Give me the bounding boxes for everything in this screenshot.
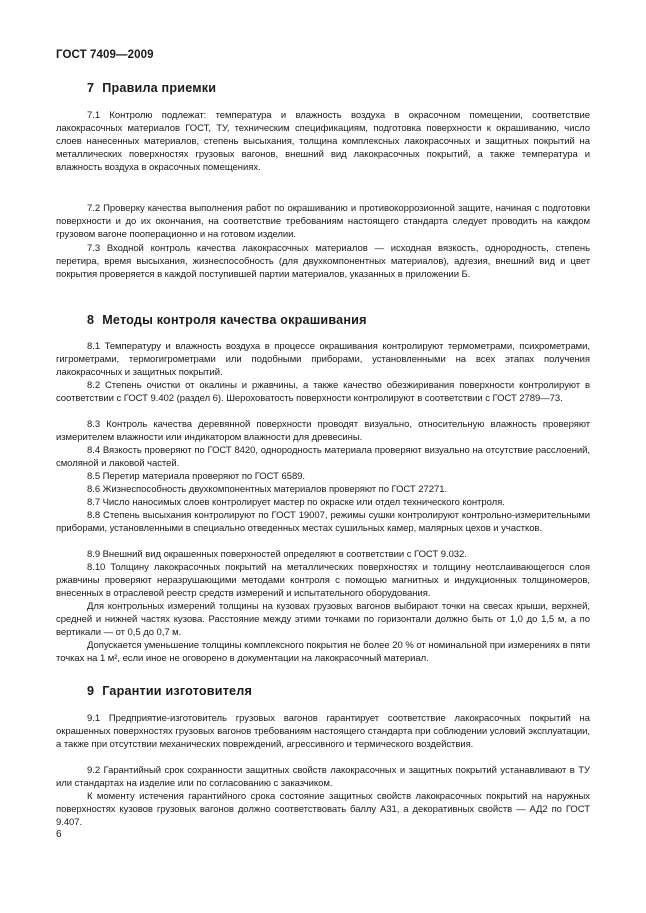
- section-title-8: [87, 313, 367, 327]
- paragraph-9-1: 9.1 Предприятие-изготовитель грузовых вагонов гарантирует соответствие лакокрасочных покрытий на окрашенных поверхностях грузовых вагонов требованиям настоящего стандарта при соблюдении условий эксплуатации, а также при отсутствии механических повреждений, агрессивного и термического воздействия.: [56, 713, 590, 750]
- paragraph-8-1: 8.1 Температуру и влажность воздуха в процессе окрашивания контролируют термометрами, психрометрами, гигрометрами, термогигрометрами или подобными приборами, установленными на всех этапах получения лакокрасочных и защитных покрытий.: [56, 341, 590, 378]
- paragraph-9-2-warranty-end: К моменту истечения гарантийного срока состояние защитных свойств лакокрасочных покрытий на наружных поверхностях кузовов грузовых вагонов должно соответствовать баллу А31, а декоративных свойств — АД2 по ГОСТ 9.407.: [56, 791, 590, 828]
- paragraph-8-7: 8.7 Число наносимых слоев контролирует мастер по окраске или отдел технического контроля.: [87, 497, 505, 508]
- paragraph-8-6: 8.6 Жизнеспособность двухкомпонентных материалов проверяют по ГОСТ 27271.: [87, 484, 448, 495]
- paragraph-8-5: 8.5 Перетир материала проверяют по ГОСТ 6589.: [87, 471, 306, 482]
- section-heading: Методы контроля качества окрашивания: [102, 313, 367, 327]
- paragraph-7-3: 7.3 Входной контроль качества лакокрасочных материалов — исходная вязкость, однородность, степень перетира, время высыхания, жизнеспособность (для двухкомпонентных материалов), адгезия, внешний вид и цвет покрытия проверяется в каждой поступившей партии материалов, указанных в приложении Б.: [56, 243, 590, 280]
- paragraph-8-10-measurements: Для контрольных измерений толщины на кузовах грузовых вагонов выбирают точки на свесах крыши, верхней, средней и нижней частях кузова. Расстояние между этими точками по горизонтали должно быть от 1,0 до 1,5 м, а по вертикали — от 0,5 до 0,7 м.: [56, 601, 590, 638]
- section-title-7: [87, 81, 216, 95]
- paragraph-9-2: 9.2 Гарантийный срок сохранности защитных свойств лакокрасочных и защитных покрытий устанавливают в ТУ или стандартах на изделие или по согласованию с заказчиком.: [56, 765, 590, 789]
- doc-header: ГОСТ 7409—2009: [56, 49, 154, 61]
- section-heading: Гарантии изготовителя: [102, 684, 253, 698]
- section-number: 9: [87, 684, 95, 698]
- paragraph-7-1: 7.1 Контролю подлежат: температура и влажность воздуха в окрасочном помещении, соответствие лакокрасочных материалов ГОСТ, ТУ, техническим спецификациям, подготовка поверхности к окрашиванию, число слоев нанесенных материалов, степень высыхания, толщина комплексных лакокрасочных и защитных покрытий на металлических поверхностях грузовых вагонов, внешний вид лакокрасочных покрытий, а также температура и влажность воздуха в окрасочных помещениях.: [56, 110, 590, 173]
- paragraph-8-9: 8.9 Внешний вид окрашенных поверхностей определяют в соответствии с ГОСТ 9.032.: [87, 549, 467, 560]
- section-heading: Правила приемки: [102, 81, 217, 95]
- section-number: 7: [87, 81, 95, 95]
- paragraph-8-10-tolerance: Допускается уменьшение толщины комплексного покрытия не более 20 % от номинальной при измерениях в пяти точках на 1 м², если иное не оговорено в документации на лакокрасочный материал.: [56, 640, 590, 664]
- section-number: 8: [87, 313, 95, 327]
- paragraph-8-3: 8.3 Контроль качества деревянной поверхности проводят визуально, относительную влажность проверяют измерителем влажности или индикатором влажности для древесины.: [56, 419, 590, 443]
- paragraph-8-8: 8.8 Степень высыхания контролируют по ГОСТ 19007, режимы сушки контролируют контрольно-измерительными приборами, установленными в специально отведенных местах сушильных камер, малярных цехов и участков.: [56, 510, 590, 534]
- paragraph-8-2: 8.2 Степень очистки от окалины и ржавчины, а также качество обезжиривания поверхности контролируют в соответствии с ГОСТ 9.402 (раздел 6). Шероховатость поверхности контролируют в соответствии с ГОСТ 2789—73.: [56, 380, 590, 404]
- paragraph-8-10: 8.10 Толщину лакокрасочных покрытий на металлических поверхностях и толщину неотслаивающегося слоя ржавчины проверяют неразрушающими методами контроля с помощью магнитных и индукционных толщиномеров, внесенных в отраслевой реестр средств измерений и испытательного оборудования.: [56, 562, 590, 599]
- page-number: 6: [56, 829, 62, 840]
- section-title-9: [87, 684, 252, 698]
- paragraph-8-4: 8.4 Вязкость проверяют по ГОСТ 8420, однородность материала проверяют визуально на отсутствие расслоений, смоляной и лаковой частей.: [56, 445, 590, 469]
- paragraph-7-2: 7.2 Проверку качества выполнения работ по окрашиванию и противокоррозионной защите, начиная с подготовки поверхности и до их окончания, на соответствие требованиям настоящего стандарта следует проводить на каждом грузовом вагоне пооперационно и на готовом изделии.: [56, 203, 590, 240]
